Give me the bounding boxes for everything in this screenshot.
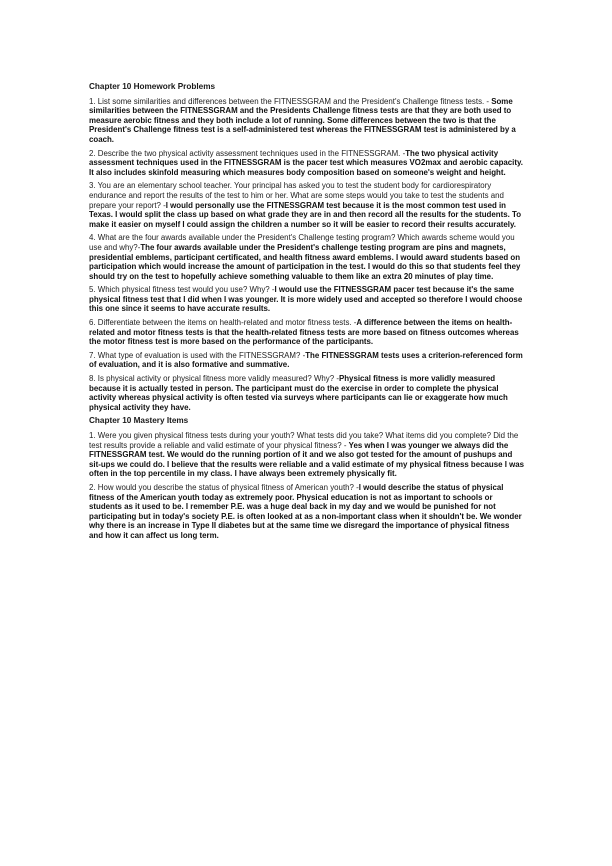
answer-text: A difference between the items on health-related and motor fitness tests is that the health-related fitness tests are more based on fitness outcomes whereas the motor fitness test is more based on the performance of the participants. xyxy=(89,318,519,347)
homework-item-7 xyxy=(89,351,525,370)
answer-text: I would personally use the FITNESSGRAM test because it is the most common test used in Texas. I would split the class up based on what grade they are in and then record all the results for the students. To make it easier on myself I could assign the children a number so it will be easier to record their results accurately. xyxy=(89,200,522,229)
homework-item-6 xyxy=(89,318,525,347)
question-text: 1. List some similarities and differences between the FITNESSGRAM and the President's Challenge fitness tests. - xyxy=(89,96,492,106)
question-text: 8. Is physical activity or physical fitness more validly measured? Why? - xyxy=(89,374,339,384)
question-text: 2. Describe the two physical activity assessment techniques used in the FITNESSGRAM. - xyxy=(89,148,406,158)
document-page xyxy=(89,82,525,545)
mastery-item-2 xyxy=(89,483,525,541)
section-heading-mastery: Chapter 10 Mastery Items xyxy=(89,416,189,426)
question-text: 2. How would you describe the status of physical fitness of American youth? - xyxy=(89,482,359,492)
question-text: 4. What are the four awards available under the President's Challenge testing program? Which awards scheme would you use and why?- xyxy=(89,233,515,252)
question-text: 3. You are an elementary school teacher. Your principal has asked you to test the student body for cardiorespiratory endurance and report the results of the test to him or her. What are some steps would you take to test the students and prepare your report? - xyxy=(89,181,504,210)
mastery-item-1 xyxy=(89,431,525,479)
homework-item-4 xyxy=(89,233,525,281)
homework-item-2 xyxy=(89,149,525,178)
section-heading-homework: Chapter 10 Homework Problems xyxy=(89,82,216,91)
answer-text: Some similarities between the FITNESSGRAM and the Presidents Challenge fitness tests are that they are both used to measure aerobic fitness and they both include a lot of running. Some differences between the two is that the President's Challenge fitness test is a self-administered test whereas the FITNESSGRAM test is administered by a coach. xyxy=(89,96,516,144)
question-text: 7. What type of evaluation is used with the FITNESSGRAM? - xyxy=(89,350,306,360)
homework-item-5 xyxy=(89,285,525,314)
question-text: 1. Were you given physical fitness tests during your youth? What tests did you take? What items did you complete? Did the test results provide a reliable and valid estimate of your physical fitness? - xyxy=(89,431,519,450)
answer-text: The FITNESSGRAM tests uses a criterion-referenced form of evaluation, and it is also formative and summative. xyxy=(89,350,523,370)
homework-item-1 xyxy=(89,97,525,145)
homework-item-8 xyxy=(89,374,525,412)
question-text: 6. Differentiate between the items on health-related and motor fitness tests. - xyxy=(89,318,357,328)
homework-item-3 xyxy=(89,181,525,229)
answer-text: I would use the FITNESSGRAM pacer test because it's the same physical fitness test that I did when I was younger. It is more widely used and accepted so therefore I would choose this one since it seems to have accurate results. xyxy=(89,285,523,314)
answer-text: Physical fitness is more validly measured because it is actually tested in person. The participant must do the exercise in order to complete the physical activity whereas physical activity is often tested via surveys where participants can lie or exaggerate how much physical activity they have. xyxy=(89,374,508,412)
question-text: 5. Which physical fitness test would you use? Why? - xyxy=(89,285,275,295)
answer-text: The four awards available under the President's challenge testing program are pins and magnets, presidential emblems, participant certificated, and health fitness award emblems. I would award students based on participation which would increase the amount of participation in the test. I would do this so that students feel they should try on the test to hopefully achieve something valuable to them like an extra 20 minutes of play time. xyxy=(89,242,521,281)
answer-text: I would describe the status of physical fitness of the American youth today as extremely poor. Physical education is not as important to schools or students as it used to be. I remember P.E. was a huge deal back in my day and we would be punished for not participating but in today's society P.E. is often looked at as a non-important class when it shouldn't be. We wonder why there is an increase in Type II diabetes but at the same time we disregard the importance of physical fitness and how it can affect us long term. xyxy=(89,482,522,540)
answer-text: Yes when I was younger we always did the FITNESSGRAM test. We would do the running portion of it and we also got tested for the amount of pushups and sit-ups we could do. I believe that the results were reliable and a valid estimate of my physical fitness because I was often in the top percentile in my class. I have always been extremely physically fit. xyxy=(89,440,525,479)
answer-text: The two physical activity assessment techniques used in the FITNESSGRAM is the pacer test which measures VO2max and aerobic capacity. It also includes skinfold measuring which measures body composition based on someone's weight and height. xyxy=(89,148,523,177)
